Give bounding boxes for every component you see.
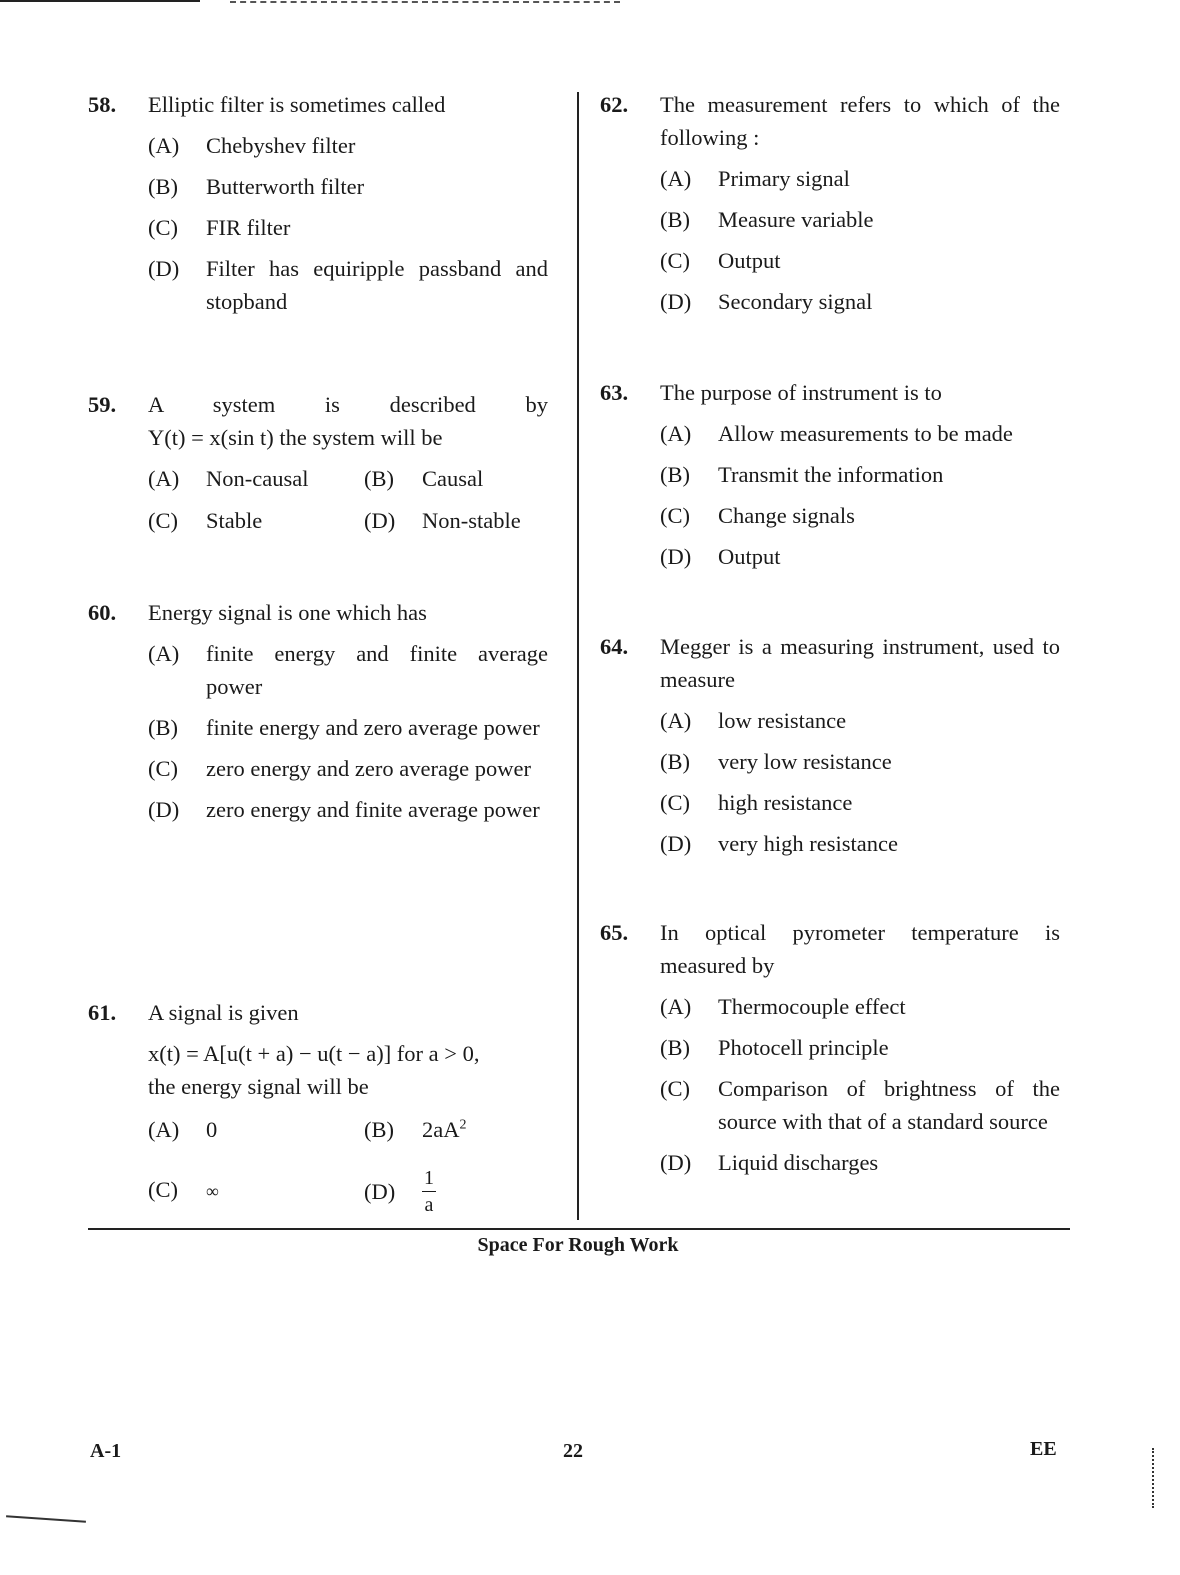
option-b <box>364 1113 467 1146</box>
fraction <box>422 1165 436 1218</box>
options-row-1 <box>148 462 548 504</box>
options-list <box>600 704 1060 860</box>
booklet-code: A-1 <box>90 1440 122 1462</box>
option-text: 2aA <box>422 1117 460 1142</box>
option-a <box>148 637 548 703</box>
question-64 <box>600 630 1060 916</box>
fraction-numerator: 1 <box>422 1165 436 1192</box>
option-label: (B) <box>660 1035 690 1060</box>
question-number: 58. <box>88 92 117 117</box>
question-text: Elliptic filter is sometimes called <box>148 92 446 117</box>
option-label: (A) <box>148 1117 180 1142</box>
option-a <box>660 162 1060 195</box>
column-divider <box>577 92 579 1220</box>
signal-formula: x(t) = A[u(t + a) − u(t − a)] for a > 0, <box>148 1041 480 1066</box>
option-b <box>148 170 548 203</box>
question-text: Energy signal is one which has <box>148 600 427 625</box>
question-61 <box>88 996 548 1223</box>
option-c <box>148 211 548 244</box>
question-number: 65. <box>600 920 629 945</box>
option-d <box>660 285 1060 318</box>
option-text: Primary signal <box>718 166 850 191</box>
option-label: (D) <box>660 831 692 856</box>
option-c <box>660 244 1060 277</box>
option-label: (B) <box>660 749 690 774</box>
option-superscript: 2 <box>459 1117 467 1133</box>
option-label: (A) <box>660 708 692 733</box>
option-label: (C) <box>148 215 178 240</box>
options-list <box>600 162 1060 318</box>
fraction-denominator: a <box>424 1194 434 1216</box>
option-label: (B) <box>148 715 178 740</box>
option-label: (D) <box>364 1179 396 1204</box>
question-number: 64. <box>600 634 629 659</box>
option-d <box>660 827 1060 860</box>
option-text: ∞ <box>206 1181 219 1201</box>
option-label: (B) <box>660 207 690 232</box>
option-label: (A) <box>660 421 692 446</box>
option-text: Secondary signal <box>718 289 873 314</box>
option-text: Causal <box>422 466 484 491</box>
option-text: Measure variable <box>718 207 874 232</box>
option-d <box>660 1146 1060 1179</box>
question-number: 59. <box>88 392 117 417</box>
options-list <box>600 990 1060 1179</box>
question-number: 61. <box>88 1000 117 1025</box>
option-text: Stable <box>206 508 263 533</box>
question-65 <box>600 916 1060 1179</box>
options-row-2 <box>148 1165 548 1223</box>
question-number: 63. <box>600 380 629 405</box>
option-label: (C) <box>148 1177 178 1202</box>
question-text: The measurement refers to which of the following : <box>660 92 1060 150</box>
option-a <box>660 704 1060 737</box>
option-text: Output <box>718 544 781 569</box>
question-60 <box>88 596 548 996</box>
option-text: Non-causal <box>206 466 309 491</box>
option-c <box>660 499 1060 532</box>
section-rule <box>88 1228 1070 1230</box>
option-label: (B) <box>364 466 394 491</box>
option-c <box>148 504 262 537</box>
option-label: (B) <box>660 462 690 487</box>
subject-code: EE <box>1030 1438 1057 1460</box>
option-text: Output <box>718 248 781 273</box>
option-text: Change signals <box>718 503 855 528</box>
option-d <box>364 1165 436 1218</box>
question-58 <box>88 88 548 388</box>
option-label: (C) <box>660 248 690 273</box>
option-a <box>148 462 308 495</box>
question-text: Megger is a measuring instrument, used to measure <box>660 634 1060 692</box>
option-label: (A) <box>148 641 180 666</box>
option-label: (A) <box>148 466 180 491</box>
option-label: (C) <box>660 503 690 528</box>
option-text: Thermocouple effect <box>718 994 906 1019</box>
question-text-line1: A system is described by <box>148 392 548 417</box>
option-text: high resistance <box>718 790 853 815</box>
options-list <box>88 637 548 826</box>
option-d <box>148 793 548 826</box>
option-text: Butterworth filter <box>206 174 365 199</box>
option-text: Filter has equiripple passband and stopband <box>206 256 548 314</box>
question-62 <box>600 88 1060 376</box>
question-text: A signal is given <box>148 1000 299 1025</box>
option-text: Photocell principle <box>718 1035 889 1060</box>
option-label: (D) <box>364 508 396 533</box>
option-a <box>660 990 1060 1023</box>
option-text: finite energy and finite average power <box>206 641 548 699</box>
option-a <box>148 129 548 162</box>
option-a <box>660 417 1060 450</box>
scan-artifact-bottom-left <box>6 1515 86 1523</box>
option-label: (A) <box>660 166 692 191</box>
option-text: Allow measurements to be made <box>718 421 1013 446</box>
option-label: (C) <box>660 790 690 815</box>
option-c <box>148 752 548 785</box>
option-text: Comparison of brightness of the source with that of a standard source <box>718 1076 1060 1134</box>
question-59 <box>88 388 548 596</box>
option-b <box>148 711 548 744</box>
option-text: finite energy and zero average power <box>206 715 540 740</box>
option-text: zero energy and zero average power <box>206 756 532 781</box>
option-text: low resistance <box>718 708 847 733</box>
option-text: very high resistance <box>718 831 898 856</box>
option-d <box>364 504 521 537</box>
options-row-2 <box>148 504 548 546</box>
option-b <box>660 203 1060 236</box>
option-a <box>148 1113 217 1146</box>
option-text: FIR filter <box>206 215 291 240</box>
scan-artifact-top <box>0 0 200 2</box>
option-text: zero energy and finite average power <box>206 797 540 822</box>
question-text: In optical pyrometer temperature is measured by <box>660 920 1060 978</box>
scan-artifact-bottom-right <box>1152 1448 1156 1508</box>
option-label: (D) <box>660 289 692 314</box>
options-row-1 <box>148 1113 548 1165</box>
question-text: The purpose of instrument is to <box>660 380 942 405</box>
option-b <box>660 458 1060 491</box>
options-list <box>88 129 548 318</box>
option-label: (C) <box>148 756 178 781</box>
page-number: 22 <box>563 1440 583 1462</box>
question-text-continued: the energy signal will be <box>148 1074 369 1099</box>
option-c <box>660 786 1060 819</box>
option-b <box>660 745 1060 778</box>
question-number: 60. <box>88 600 117 625</box>
option-text: 0 <box>206 1117 218 1142</box>
option-text: Chebyshev filter <box>206 133 356 158</box>
question-63 <box>600 376 1060 630</box>
option-text: Transmit the information <box>718 462 944 487</box>
option-b <box>364 462 483 495</box>
option-c <box>660 1072 1060 1138</box>
option-c <box>148 1173 219 1208</box>
rough-work-heading: Space For Rough Work <box>477 1234 679 1256</box>
option-label: (A) <box>660 994 692 1019</box>
question-text-line2: Y(t) = x(sin t) the system will be <box>148 425 443 450</box>
option-label: (D) <box>660 544 692 569</box>
option-label: (D) <box>148 256 180 281</box>
option-text: very low resistance <box>718 749 892 774</box>
option-label: (B) <box>148 174 178 199</box>
left-column <box>88 88 548 1223</box>
right-column <box>600 88 1060 1187</box>
options-list <box>88 462 548 546</box>
options-list <box>600 417 1060 573</box>
option-text: Liquid discharges <box>718 1150 879 1175</box>
scan-artifact-dashes <box>230 1 620 3</box>
option-label: (B) <box>364 1117 394 1142</box>
option-label: (C) <box>660 1076 690 1101</box>
option-label: (D) <box>660 1150 692 1175</box>
option-text: Non-stable <box>422 508 521 533</box>
options-list <box>88 1113 548 1223</box>
option-d <box>148 252 548 318</box>
option-label: (C) <box>148 508 178 533</box>
option-label: (D) <box>148 797 180 822</box>
option-label: (A) <box>148 133 180 158</box>
option-b <box>660 1031 1060 1064</box>
option-d <box>660 540 1060 573</box>
question-number: 62. <box>600 92 629 117</box>
